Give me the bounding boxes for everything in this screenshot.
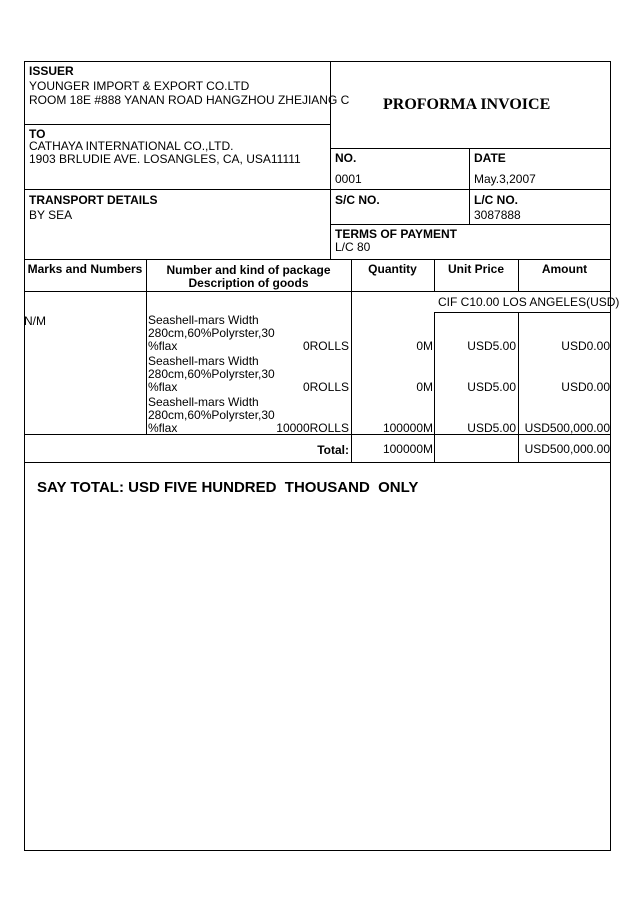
item-1-desc-3: %flax [148,339,178,353]
transport-label: TRANSPORT DETAILS [29,193,158,207]
issuer-bottom-line [24,124,330,125]
no-date-divider [469,148,470,224]
desc-header-2: Description of goods [188,276,309,290]
price-term: CIF C10.00 LOS ANGELES(USD) [438,295,620,309]
sc-bottom-line [330,224,611,225]
title-bottom-line [330,148,611,149]
price-term-line [434,312,611,313]
table-header-line [24,291,611,292]
header-divider [330,61,331,260]
item-2-unit-price: USD5.00 [467,380,516,394]
item-3-amount: USD500,000.00 [524,421,610,435]
item-3-desc-2: 280cm,60%Polyrster,30 [148,408,275,422]
say-total: SAY TOTAL: USD FIVE HUNDRED THOUSAND ONLY [37,479,419,496]
item-1-amount: USD0.00 [561,339,610,353]
issuer-line-2: ROOM 18E #888 YANAN ROAD HANGZHOU ZHEJIANG C [29,93,350,107]
item-3-unit-price: USD5.00 [467,421,516,435]
item-1-packages: 0ROLLS [302,339,349,353]
transport-value: BY SEA [29,208,73,222]
terms-value: L/C 80 [335,240,371,254]
item-2-packages: 0ROLLS [302,380,349,394]
total-quantity: 100000M [382,442,433,456]
lc-no-value: 3087888 [474,208,521,222]
item-1-desc-2: 280cm,60%Polyrster,30 [148,326,275,340]
item-2-desc-2: 280cm,60%Polyrster,30 [148,367,275,381]
item-2-desc-1: Seashell-mars Width [148,354,259,368]
col-line-3b [434,312,435,462]
to-line-2: 1903 BRLUDIE AVE. LOSANGLES, CA, USA11111 [29,152,301,166]
to-line-1: CATHAYA INTERNATIONAL CO.,LTD. [29,139,234,153]
total-bottom-line [24,462,611,463]
header-bottom-line [24,259,611,260]
item-3-desc-3: %flax [148,421,178,435]
no-value: 0001 [335,172,362,186]
marks-header: Marks and Numbers [27,262,143,276]
item-1-unit-price: USD5.00 [467,339,516,353]
total-label: Total: [317,443,349,457]
unit-price-header: Unit Price [447,262,504,276]
issuer-label: ISSUER [29,64,74,78]
col-line-4b [518,312,519,462]
sc-no-label: S/C NO. [335,193,380,207]
item-3-packages: 10000ROLLS [276,421,349,435]
to-label: TO [29,127,46,141]
lc-no-label: L/C NO. [474,193,518,207]
item-1-quantity: 0M [416,339,433,353]
item-1-desc-1: Seashell-mars Width [148,313,259,327]
quantity-header: Quantity [368,262,417,276]
marks-value: N/M [24,314,46,328]
item-2-desc-3: %flax [148,380,178,394]
page-title: PROFORMA INVOICE [383,96,551,113]
item-2-quantity: 0M [416,380,433,394]
col-line-2 [351,259,352,462]
to-bottom-line [24,189,611,190]
item-3-desc-1: Seashell-mars Width [148,395,259,409]
desc-header-1: Number and kind of package [166,263,331,277]
issuer-line-1: YOUNGER IMPORT & EXPORT CO.LTD [29,79,250,93]
terms-label: TERMS OF PAYMENT [335,227,458,241]
date-label: DATE [474,151,506,165]
no-label: NO. [335,151,357,165]
item-3-quantity: 100000M [382,421,433,435]
date-value: May.3,2007 [474,172,536,186]
amount-header: Amount [541,262,588,276]
total-amount: USD500,000.00 [524,442,610,456]
item-2-amount: USD0.00 [561,380,610,394]
